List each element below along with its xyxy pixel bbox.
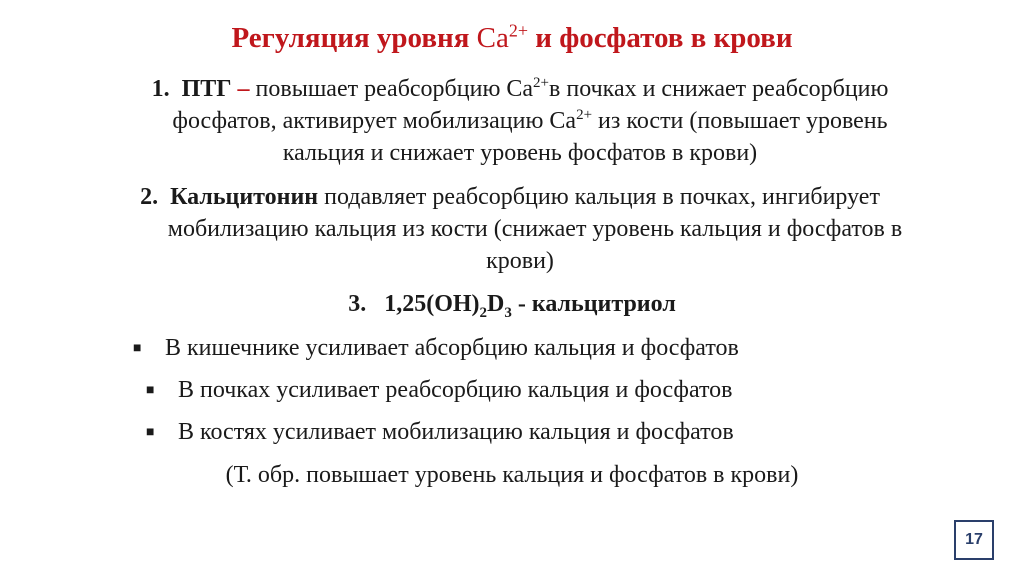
conclusion-note: (Т. обр. повышает уровень кальция и фосфатов в крови) bbox=[225, 462, 799, 488]
square-bullet-icon: ■ bbox=[146, 383, 155, 399]
bullet-item-bone: ■ В костях усиливает мобилизацию кальция и фосфатов bbox=[146, 416, 734, 449]
item-1-number: 1. bbox=[151, 76, 170, 102]
item-1-line-3: кальция и снижает уровень фосфатов в крови) bbox=[282, 140, 758, 166]
bullet-item-kidney: ■ В почках усиливает реабсорбцию кальция и фосфатов bbox=[146, 374, 733, 407]
item-2-name: Кальцитонин bbox=[170, 184, 319, 210]
item-3-name: $1,25(OH)_2D_3$ - кальцитриол bbox=[384, 291, 676, 321]
item-2-line-3: крови) bbox=[486, 248, 554, 274]
page-number: 17 bbox=[965, 531, 983, 548]
square-bullet-icon: ■ bbox=[133, 341, 142, 357]
item-1-line-2: фосфатов, активирует мобилизацию $Ca^{2+}$ из кости (повышает уровень bbox=[172, 107, 888, 134]
item-1-line-1: 1. ПТГ – повышает реабсорбцию $Ca^{2+}в$ почках и снижает реабсорбцию bbox=[151, 75, 889, 102]
item-3-number: 3. bbox=[348, 291, 367, 317]
item-1-name: ПТГ bbox=[181, 76, 232, 102]
slide-title: Регуляция уровня $Ca^{2+}$ и фосфатов в крови bbox=[231, 20, 793, 54]
square-bullet-icon: ■ bbox=[146, 425, 155, 441]
item-2-line-1: 2. Кальцитонин подавляет реабсорбцию кальция в почках, ингибирует bbox=[140, 184, 880, 210]
item-2-number: 2. bbox=[140, 184, 159, 210]
item-3-heading bbox=[0, 288, 1024, 320]
bullet-item-intestine: ■ В кишечнике усиливает абсорбцию кальция и фосфатов bbox=[133, 332, 739, 365]
item-2-line-2: мобилизацию кальция из кости (снижает уровень кальция и фосфатов в bbox=[167, 216, 903, 242]
page-number-badge bbox=[954, 520, 994, 560]
